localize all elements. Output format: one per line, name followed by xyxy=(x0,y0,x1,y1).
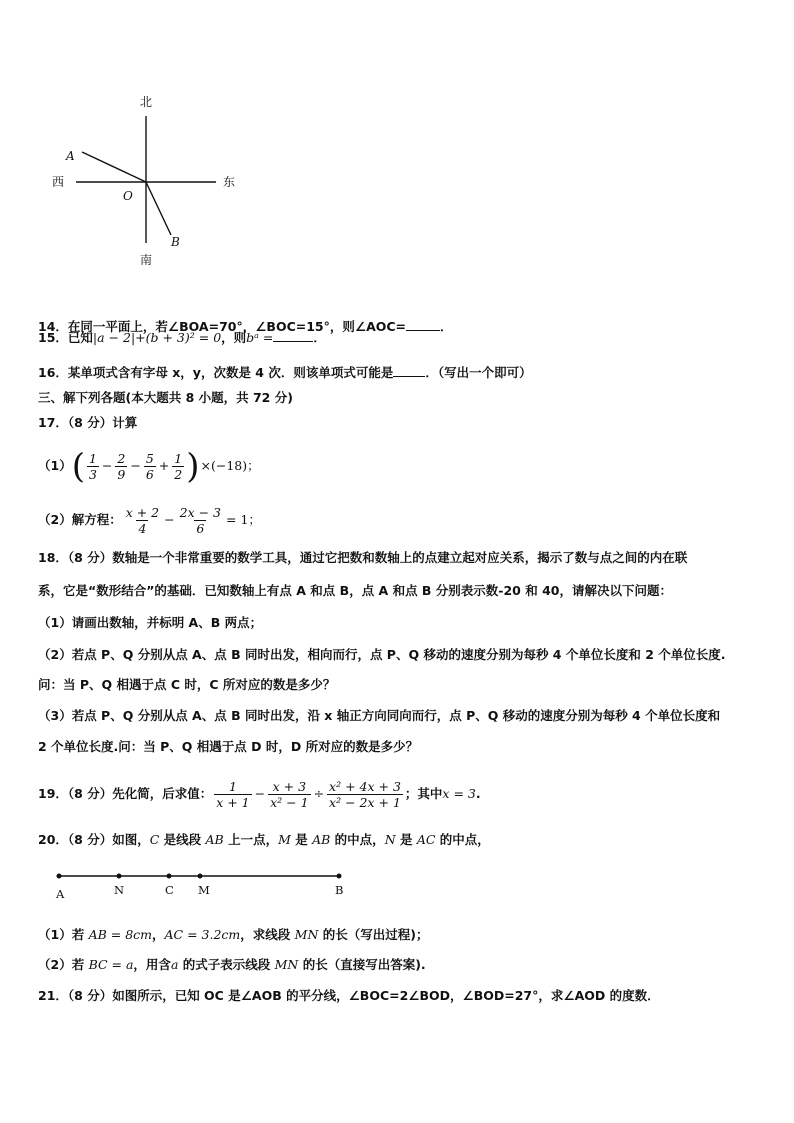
label-east: 东 xyxy=(223,175,236,189)
point-n xyxy=(117,874,122,879)
ray-oa xyxy=(82,152,146,182)
question-17-title: 17．（8 分）计算 xyxy=(38,415,138,430)
q17-op-1: − xyxy=(101,458,113,473)
q14-text: 14．在同一平面上，若∠BOA=70°，∠BOC=15°，则∠AOC= xyxy=(38,319,407,334)
q18-line-2: 系，它是“数形结合”的基础．已知数轴上有点 A 和点 B，点 A 和点 B 分别表示数-20 和 40，请解决以下问题： xyxy=(38,583,672,598)
point-c xyxy=(167,874,172,879)
q17-p2-op: − xyxy=(164,512,175,527)
q18-line-1: 18．（8 分）数轴是一个非常重要的数学工具，通过它把数和数轴上的点建立起对应关系，揭示了数与点之间的内在联 xyxy=(38,550,688,565)
q19-op-1: − xyxy=(254,786,266,801)
question-16 xyxy=(38,364,532,382)
q17-op-3: + xyxy=(158,458,170,473)
ray-ob xyxy=(146,182,171,235)
q15-prefix: 15．已知 xyxy=(38,330,93,345)
q19-fraction-1: $\frac{1}{x + 1}$ xyxy=(216,779,250,810)
q19-prefix: 19．（8 分）先化简，后求值： xyxy=(38,786,213,801)
left-paren: ( xyxy=(71,446,85,487)
q19-op-2: ÷ xyxy=(313,786,325,801)
q17-p2-fraction-2: $\frac{2x - 3}{6}$ xyxy=(179,505,222,536)
q14-answer-blank[interactable] xyxy=(406,318,440,331)
point-b xyxy=(337,874,342,879)
right-paren: ) xyxy=(186,446,200,487)
question-17-part-1 xyxy=(38,446,261,486)
label-point-m: M xyxy=(198,883,210,897)
point-a xyxy=(57,874,62,879)
label-o: O xyxy=(123,189,133,203)
question-21: 21．（8 分）如图所示，已知 OC 是∠AOB 的平分线，∠BOC=2∠BOD，∠BOD=27°，求∠AOD 的度数． xyxy=(38,988,660,1003)
q14-tail: ． xyxy=(440,319,453,334)
segment-diagram xyxy=(48,866,358,902)
label-point-a: A xyxy=(56,887,65,901)
q17-fraction-1: $\frac{1}{3}$ xyxy=(88,451,97,482)
q15-answer-blank[interactable] xyxy=(273,329,313,342)
q17-fraction-2: $\frac{2}{9}$ xyxy=(117,451,126,482)
q19-tail: . xyxy=(475,786,481,801)
label-north: 北 xyxy=(140,95,153,109)
q15-tail: ． xyxy=(313,330,326,345)
q19-fraction-2: $\frac{x + 3}{\text{x² − 1}}$ xyxy=(270,779,309,810)
q19-mid: ；其中 xyxy=(404,786,443,801)
q17-p1-tail: ×(−18)； xyxy=(200,458,260,473)
question-20-part-2: （2）若 BC = a，用含a 的式子表示线段 MN 的长（直接写出答案). xyxy=(38,957,426,972)
q15-mid: ，则 xyxy=(221,330,247,345)
q17-p1-label: （1） xyxy=(38,458,72,473)
q18-line-4: （2）若点 P、Q 分别从点 A、点 B 同时出发，相向而行，点 P、Q 移动的速度分别为每秒 4 个单位长度和 2 个单位长度. xyxy=(38,647,726,662)
q17-p2-tail: = 1； xyxy=(226,512,261,527)
compass-diagram xyxy=(40,88,250,273)
question-17-part-2 xyxy=(38,500,262,540)
q17-fraction-3: $\frac{5}{6}$ xyxy=(145,451,154,482)
q19-condition: x = 3 xyxy=(442,786,476,801)
q17-p2-fraction-1: $\frac{x + 2}{4}$ xyxy=(125,505,160,536)
q18-line-7: 2 个单位长度.问：当 P、Q 相遇于点 D 时，D 所对应的数是多少？ xyxy=(38,739,419,754)
q19-fraction-3: $\frac{\text{x² + 4x + 3}}{\text{x² − 2x + 1}}$ xyxy=(329,779,401,810)
question-20-title: 20．（8 分）如图，C 是线段 AB 上一点，M 是 AB 的中点，N 是 AC 的中点， xyxy=(38,832,490,847)
section-3-heading: 三、解下列各题(本大题共 8 小题，共 72 分) xyxy=(38,390,293,405)
q17-p2-label: （2）解方程： xyxy=(38,512,122,527)
q15-expression: |a − 2|+(b + 3)² = 0 xyxy=(92,330,222,345)
label-point-b: B xyxy=(335,883,344,897)
label-a: A xyxy=(66,149,75,163)
q16-text: 16．某单项式含有字母 x，y，次数是 4 次．则该单项式可能是 xyxy=(38,365,394,380)
q18-line-5: 问：当 P、Q 相遇于点 C 时，C 所对应的数是多少？ xyxy=(38,677,336,692)
question-15 xyxy=(38,329,326,347)
label-south: 南 xyxy=(140,253,153,267)
label-point-c: C xyxy=(165,883,174,897)
q17-fraction-4: $\frac{1}{2}$ xyxy=(174,451,183,482)
point-m xyxy=(198,874,203,879)
q16-tail: ．（写出一个即可） xyxy=(425,365,532,380)
label-west: 西 xyxy=(52,175,65,189)
label-b: B xyxy=(171,235,180,249)
q17-op-2: − xyxy=(130,458,141,473)
q15-power: bᵃ = xyxy=(246,330,274,345)
q18-line-3: （1）请画出数轴，并标明 A、B 两点； xyxy=(38,615,263,630)
question-19 xyxy=(38,774,481,814)
q18-line-6: （3）若点 P、Q 分别从点 A、点 B 同时出发，沿 x 轴正方向同向而行，点 P、Q 移动的速度分别为每秒 4 个单位长度和 xyxy=(38,708,721,723)
label-point-n: N xyxy=(114,883,125,897)
question-20-part-1: （1）若 AB = 8cm，AC = 3.2cm，求线段 MN 的长（写出过程)； xyxy=(38,927,429,942)
q16-answer-blank[interactable] xyxy=(393,364,425,377)
